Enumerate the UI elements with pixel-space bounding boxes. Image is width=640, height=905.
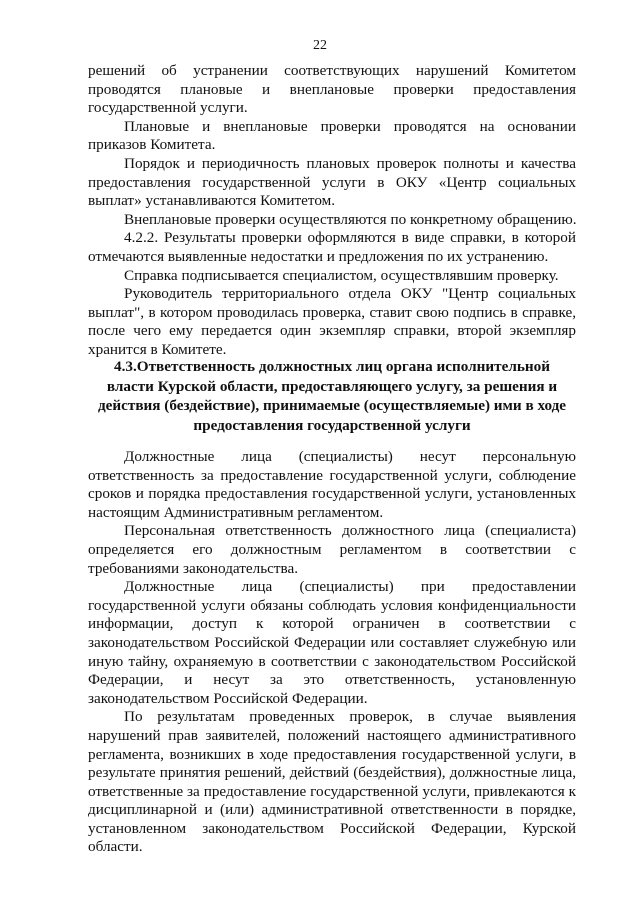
- text-line: государственной услуги.: [88, 99, 248, 117]
- text-line: сроков и порядка предоставления государственной услуги, установленных: [88, 485, 576, 503]
- text-line: решений об устранении соответствующих нарушений Комитетом: [88, 62, 576, 79]
- text-line: приказов Комитета.: [88, 136, 216, 154]
- text-line: Федерации, и несут за это ответственность, установленную: [88, 671, 576, 689]
- text-line: государственной услуги обязаны соблюдать условия конфиденциальности: [88, 596, 576, 614]
- text-line: области.: [88, 838, 143, 856]
- text-line: выплат", в котором проводилась проверка, ставит свою подпись в справке,: [88, 303, 576, 321]
- page-number: 22: [313, 38, 327, 53]
- text-line: определяется его должностным регламентом в соответствии с: [88, 540, 576, 558]
- text-line: информации, доступ к которой ограничен в соответствии с: [88, 615, 576, 633]
- text-line: отмечаются выявленные недостатки и предложения по их устранению.: [88, 247, 549, 265]
- text-line: дисциплинарной и (или) административной ответственности в порядке,: [88, 801, 576, 819]
- text-line: ответственность за предоставление государственной услуги, соблюдение: [88, 466, 576, 484]
- text-line: Должностные лица (специалисты) при предоставлении: [124, 578, 576, 596]
- text-line: выплат» устанавливаются Комитетом.: [88, 192, 336, 210]
- text-line: результате принятия решений, действий (бездействия), должностные лица,: [88, 764, 576, 782]
- text-line: ответственные за предоставление государственной услуги, привлекаются к: [88, 782, 576, 800]
- text-line: Порядок и периодичность плановых проверок полноты и качества: [124, 154, 576, 172]
- text-line: регламента, возникших в ходе предоставления государственной услуги, в: [88, 745, 576, 763]
- text-line: По результатам проведенных проверок, в случае выявления: [124, 708, 576, 726]
- text-line: хранится в Комитете.: [88, 340, 227, 358]
- heading-line: власти Курской области, предоставляющего услугу, за решения и: [106, 377, 558, 395]
- heading-line: 4.3.Ответственность должностных лиц органа исполнительной: [113, 358, 551, 375]
- text-line: Плановые и внеплановые проверки проводятся на основании: [124, 117, 576, 135]
- text-line: иную тайну, охраняемую в соответствии с законодательством Российской: [88, 652, 576, 670]
- text-line: проводятся плановые и внеплановые проверки предоставления: [88, 80, 576, 98]
- text-line: законодательством Российской Федерации или составляет служебную или: [88, 633, 576, 651]
- text-line: предоставления государственной услуги в ОКУ «Центр социальных: [88, 173, 576, 191]
- body-text-top: [88, 62, 576, 360]
- heading-line: действия (бездействие), принимаемые (осуществляемые) ими в ходе: [97, 397, 567, 415]
- text-line: 4.2.2. Результаты проверки оформляются в виде справки, в которой: [124, 229, 576, 247]
- text-line: после чего ему передается один экземпляр справки, второй экземпляр: [88, 322, 576, 340]
- text-line: Справка подписывается специалистом, осуществлявшим проверку.: [124, 266, 559, 284]
- heading-line: предоставления государственной услуги: [193, 416, 471, 434]
- text-line: Руководитель территориального отдела ОКУ "Центр социальных: [124, 285, 576, 303]
- text-line: Внеплановые проверки осуществляются по конкретному обращению.: [124, 210, 577, 228]
- text-line: установленном законодательством Российской Федерации, Курской: [88, 819, 576, 837]
- text-line: настоящим Административным регламентом.: [88, 503, 384, 521]
- section-heading-4-3: [88, 357, 576, 435]
- text-line: законодательством Российской Федерации.: [88, 689, 368, 707]
- body-text-bottom: [88, 448, 576, 857]
- text-line: нарушений прав заявителей, положений настоящего административного: [88, 726, 576, 744]
- text-line: требованиями законодательства.: [88, 559, 299, 577]
- text-line: Персональная ответственность должностного лица (специалиста): [124, 522, 576, 540]
- text-line: Должностные лица (специалисты) несут персональную: [124, 448, 576, 465]
